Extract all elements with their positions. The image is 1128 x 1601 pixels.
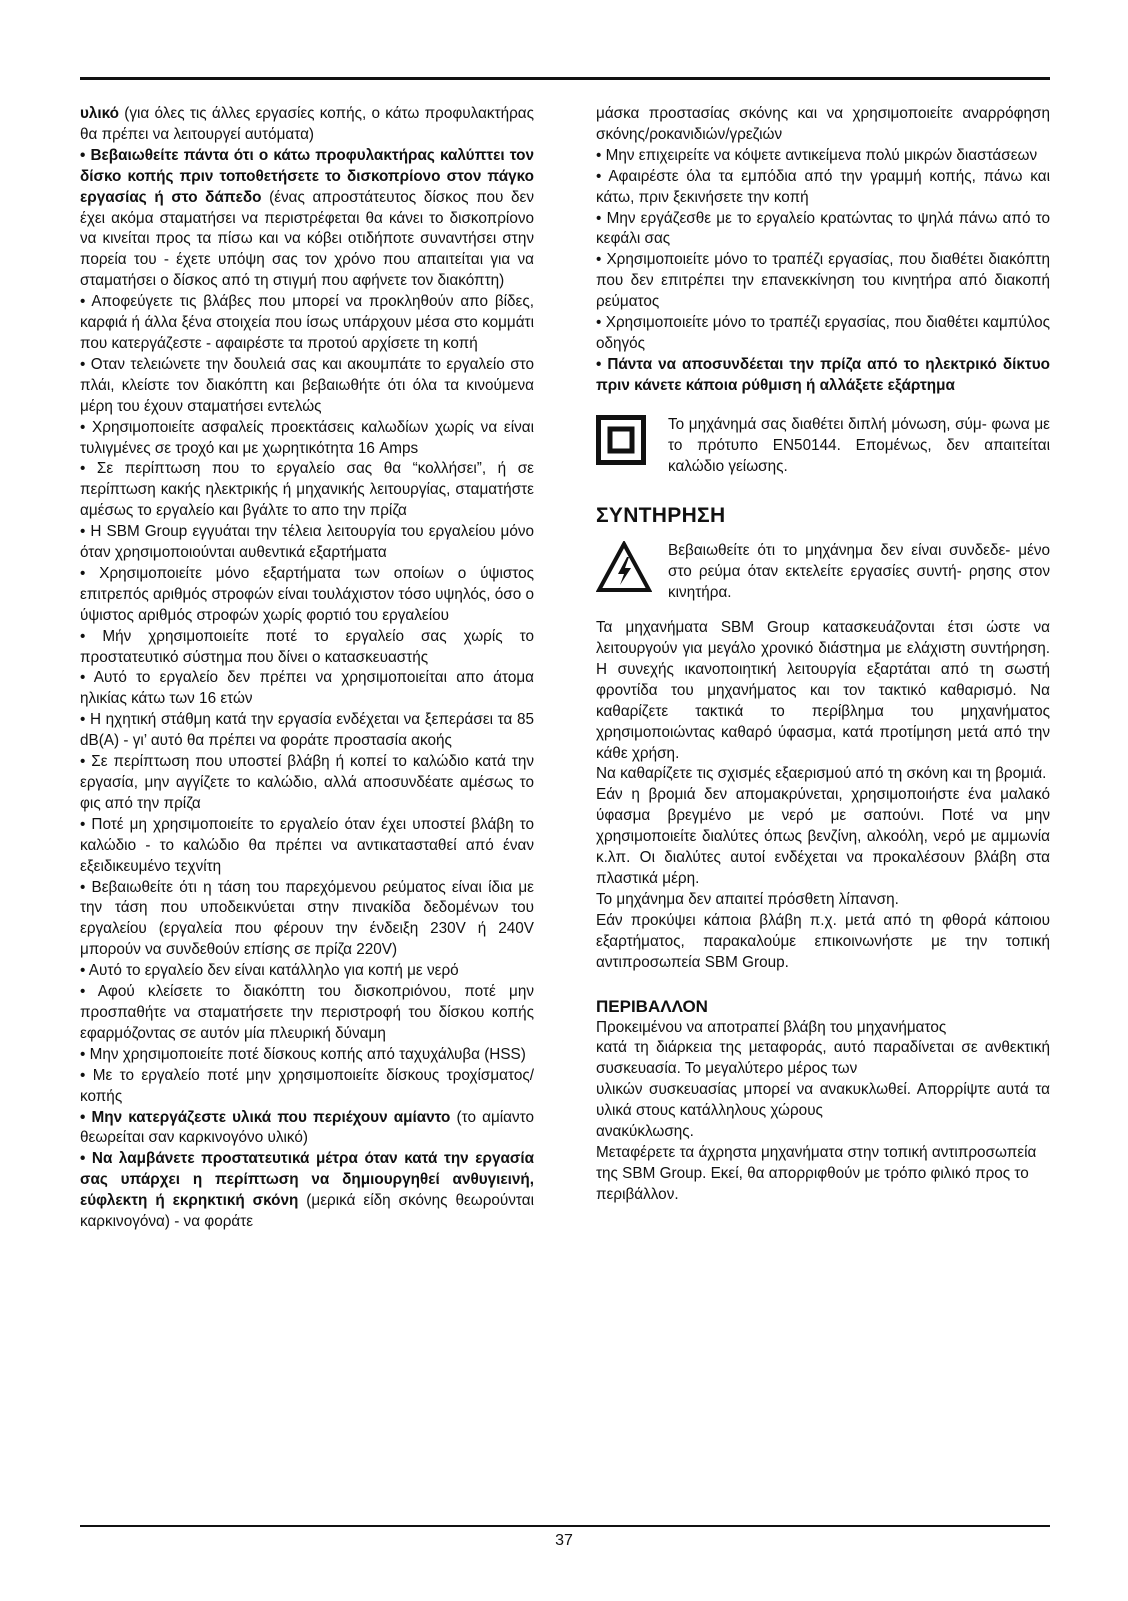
paragraph: Προκειμένου να αποτραπεί βλάβη του μηχανήματος [596, 1018, 947, 1036]
double-insulation-note: Το μηχάνημά σας διαθέτει διπλή μόνωση, σύμ- φωνα με το πρότυπο EN50144. Επομένως, δεν απαιτείται καλώδιο γείωσης. [596, 415, 1050, 478]
paragraph: • Βεβαιωθείτε ότι η τάση του παρεχόμενου ρεύματος είναι ίδια με την τάση που υποδεικνύεται στην πινακίδα δεδομένων του εργαλείου (εργαλεία που φέρουν την ένδειξη 230V ή 240V μπορούν να συνδεθούν επίσης σε πρίζα 220V) [80, 878, 534, 959]
double-insulation-icon [596, 415, 668, 472]
paragraph: • Να λαμβάνετε προστατευτικά μέτρα όταν κατά την εργασία σας υπάρχει η περίπτωση να δημιουργηθεί ανθυγιεινή, εύφλεκτη ή εκρηκτική σκόνη (μερικά είδη σκόνης θεωρούνται καρκινογόνα) - να φοράτε [80, 1150, 535, 1231]
maintenance-warning-note: Βεβαιωθείτε ότι το μηχάνημα δεν είναι συνδεδε- μένο στο ρεύμα όταν εκτελείτε εργασίες συντή- ρησης στον κινητήρα. [596, 541, 1050, 604]
paragraph: • Χρησιμοποιείτε μόνο το τραπέζι εργασίας, που διαθέτει διακόπτη που δεν επιτρέπει την επανεκκίνηση του κινητήρα από διακοπή ρεύματος [596, 251, 1050, 311]
paragraph: • Με το εργαλείο ποτέ μην χρησιμοποιείτε δίσκους τροχίσματος/κοπής [80, 1066, 534, 1105]
paragraph: κατά τη διάρκεια της μεταφοράς, αυτό παραδίνεται σε ανθεκτική συσκευασία. Το μεγαλύτερο μέρος των [596, 1039, 1050, 1078]
paragraph: υλικό (για όλες τις άλλες εργασίες κοπής, ο κάτω προφυλακτήρας θα πρέπει να λειτουργεί αυτόματα) [80, 105, 534, 143]
paragraph: • Σε περίπτωση που το εργαλείο σας θα “κολλήσει”, ή σε περίπτωση κακής ηλεκτρικής ή μηχανικής λειτουργίας, σταματήστε αμέσως το εργαλείο και βγάλτε το απο την πρίζα [80, 460, 534, 520]
paragraph: Να καθαρίζετε τις σχισμές εξαερισμού από τη σκόνη και τη βρομιά. [596, 765, 1047, 783]
page-number: 37 [555, 1532, 573, 1549]
paragraph: υλικών συσκευασίας μπορεί να ανακυκλωθεί. Απορρίψτε αυτά τα υλικά στους κατάλληλους χώρους [596, 1081, 1050, 1120]
paragraph: • Βεβαιωθείτε πάντα ότι ο κάτω προφυλακτήρας καλύπτει τον δίσκο κοπής πριν τοποθετήσετε το δισκοπρίονο στον πάγκο εργασίας ή στο δάπεδο (ένας απροστάτευτος δίσκος που δεν έχει ακόμα σταματήσει να περιστρέφεται θα κάνει το δισκοπρίονο να κινείται προς τα πίσω και να κόβει οτιδήποτε συναντήσει στην πορεία του - έχετε υπόψη σας τον χρόνο που απαιτείται για να σταματήσει ο δίσκος από τη στιγμή που αφήνετε τον διακόπτη) [80, 146, 534, 290]
environment-heading: ΠΕΡΙΒΑΛΛΟΝ [596, 996, 708, 1016]
paragraph: ανακύκλωσης. [596, 1123, 694, 1141]
paragraph: • Μήν χρησιμοποιείτε ποτέ το εργαλείο σας χωρίς το προστατευτικό σύστημα που δίνει ο κατασκευαστής [80, 627, 534, 666]
paragraph: • Χρησιμοποιείτε μόνο το τραπέζι εργασίας, που διαθέτει καμπύλος οδηγός [596, 314, 1050, 352]
paragraph: • Χρησιμοποιείτε ασφαλείς προεκτάσεις καλωδίων χωρίς να είναι τυλιγμένες σε τροχό και με χωρητικότητα 16 Amps [80, 418, 534, 457]
paragraph: • Μην εργάζεσθε με το εργαλείο κρατώντας το ψηλά πάνω από το κεφάλι σας [596, 209, 1050, 248]
paragraph: • Σε περίπτωση που υποστεί βλάβη ή κοπεί το καλώδιο κατά την εργασία, μην αγγίζετε το καλώδιο, αλλά αποσυνδέατε αμέσως το φις από την πρίζα [80, 753, 534, 812]
paragraph: • Αφού κλείσετε το διακόπτη του δισκοπριόνου, ποτέ μην προσπαθήτε να σταματήσετε την περιστροφή του δίσκου κοπής εφαρμόζοντας σε αυτόν μία πλευρική δύναμη [80, 983, 534, 1042]
paragraph: • Αφαιρέστε όλα τα εμπόδια από την γραμμή κοπής, πάνω και κάτω, πριν ξεκινήσετε την κοπή [596, 167, 1050, 206]
paragraph: • Ποτέ μη χρησιμοποιείτε το εργαλείο όταν έχει υποστεί βλάβη το καλώδιο - το καλώδιο θα πρέπει να αντικατασταθεί από έναν εξειδικευμένο τεχνίτη [80, 815, 534, 875]
paragraph: • Μην επιχειρείτε να κόψετε αντικείμενα πολύ μικρών διαστάσεων [596, 146, 1038, 164]
paragraph: Εάν η βρομιά δεν απομακρύνεται, χρησιμοποιήστε ένα μαλακό ύφασμα βρεγμένο με νερό με σαπούνι. Ποτέ να μην χρησιμοποιείτε διαλύτες όπως βενζίνη, αλκοόλη, νερό με αμμωνία κ.λπ. Οι διαλύτες αυτοί ενδέχεται να προκαλέσουν βλάβη στα πλαστικά μέρη. [596, 786, 1050, 887]
paragraph: • Χρησιμοποιείτε μόνο εξαρτήματα των οποίων ο ύψιστος επιτρεπός αριθμός στροφών είναι τουλάχιστον τόσο υψηλός, όσο ο ύψιστος αριθμός στροφών χωρίς φορτιό του εργαλείου [80, 564, 534, 624]
header-rule [80, 77, 1050, 80]
paragraph: • Μην χρησιμοποιείτε ποτέ δίσκους κοπής από ταχυχάλυβα (HSS) [80, 1045, 526, 1063]
electrical-hazard-icon [596, 541, 668, 600]
paragraph: • Αποφεύγετε τις βλάβες που μπορεί να προκληθούν απο βίδες, καρφιά ή άλλα ξένα στοιχεία που ίσως υπάρχουν μέσα στο κομμάτι που κατεργάζεστε - αφαιρέστε τα προτού αρχίσετε τη κοπή [80, 293, 534, 352]
paragraph: • Αυτό το εργαλείο δεν είναι κατάλληλο για κοπή με νερό [80, 962, 459, 980]
paragraph: • Αυτό το εργαλείο δεν πρέπει να χρησιμοποιείται απο άτομα ηλικίας κάτω των 16 ετών [80, 669, 534, 708]
paragraph: • Η ηχητική στάθμη κατά την εργασία ενδέχεται να ξεπεράσει τα 85 dB(A) - γι’ αυτό θα πρέπει να φοράτε προστασία ακοής [80, 711, 534, 750]
paragraph: Τα μηχανήματα SBM Group κατασκευάζονται έτσι ώστε να λειτουργούν για μεγάλο χρονικό διάστημα με ελάχιστη συντήρηση. Η συνεχής ικανοποιητική λειτουργία εξαρτάται από τη σωστή φροντίδα του μηχανήματος και τον τακτικό καθαρισμό. Να καθαρίζετε τακτικά το περίβλημα του μηχανήματος χρησιμοποιώντας καθαρό ύφασμα, κατά προτίμηση μετά από την κάθε χρήση. [596, 619, 1050, 762]
paragraph: • Πάντα να αποσυνδέεται την πρίζα από το ηλεκτρικό δίκτυο πριν κάνετε κάποια ρύθμιση ή αλλάξετε εξάρτημα [596, 355, 1050, 394]
paragraph: μάσκα προστασίας σκόνης και να χρησιμοποιείτε αναρρόφηση σκόνης/ροκανιδιών/γρεζιών [596, 105, 1050, 143]
paragraph: • Η SBM Group εγγυάται την τέλεια λειτουργία του εργαλείου μόνο όταν χρησιμοποιούνται αυθεντικά εξαρτήματα [80, 523, 534, 562]
left-column [80, 104, 534, 1233]
footer-rule [80, 1525, 1050, 1527]
maintenance-heading: ΣΥΝΤΗΡΗΣΗ [596, 504, 726, 528]
paragraph: Το μηχάνημα δεν απαιτεί πρόσθετη λίπανση. [596, 890, 899, 908]
paragraph: Εάν προκύψει κάποια βλάβη π.χ. μετά από τη φθορά κάποιου εξαρτήματος, παρακαλούμε επικοινωνήστε με την τοπική αντιπροσωπεία SBM Group. [596, 911, 1050, 971]
paragraph: Μεταφέρετε τα άχρηστα μηχανήματα στην τοπική αντιπροσωπεία της SBM Group. Εκεί, θα απορριφθούν με τρόπο φιλικό προς το περιβάλλον. [596, 1143, 1037, 1203]
paragraph: • Μην κατεργάζεστε υλικά που περιέχουν αμίαντο (το αμίαντο θεωρείται σαν καρκινογόνο υλικό) [80, 1108, 534, 1147]
paragraph: • Οταν τελειώνετε την δουλειά σας και ακουμπάτε το εργαλείο στο πλάι, κλείστε τον διακόπτη και βεβαιωθήτε ότι όλα τα κινούμενα μέρη του έχουν σταματήσει εντελώς [80, 355, 534, 415]
right-column [596, 104, 1050, 1206]
